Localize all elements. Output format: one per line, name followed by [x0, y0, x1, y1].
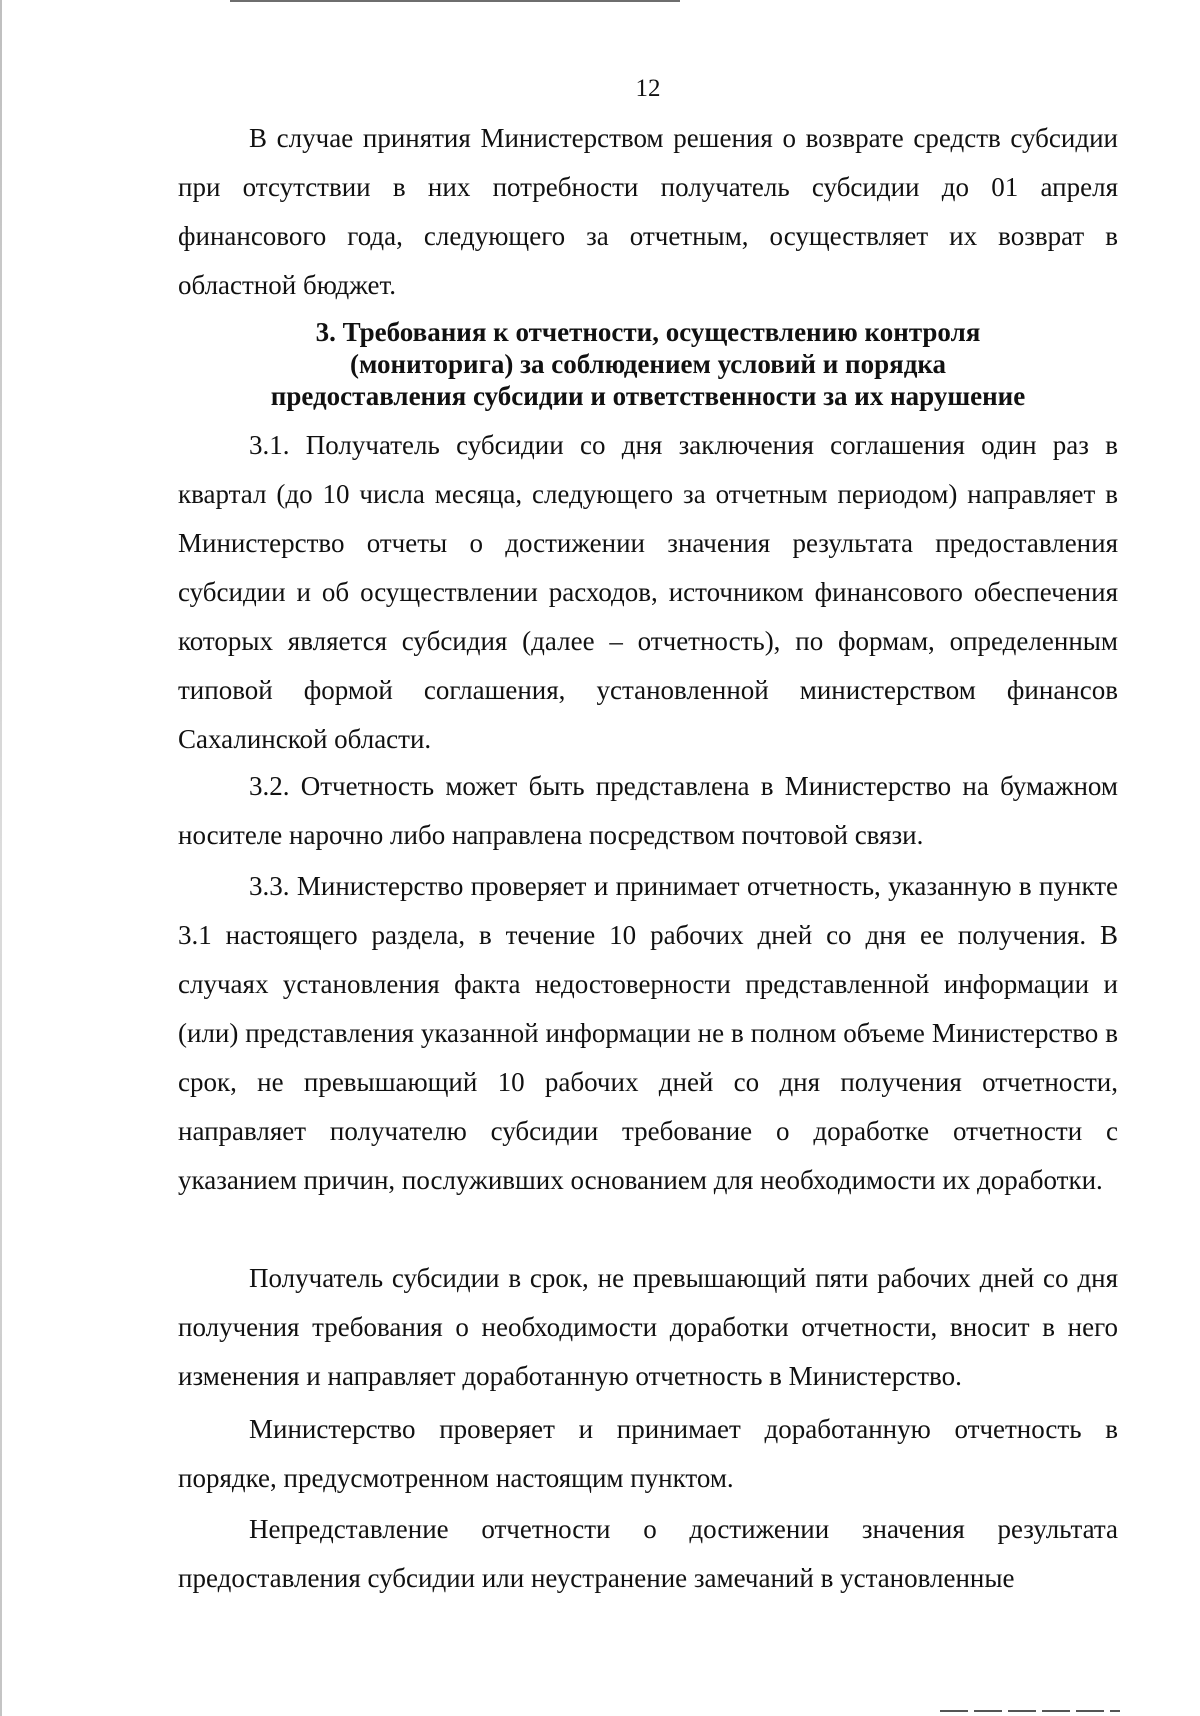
paragraph-3-3: 3.3. Министерство проверяет и принимает отчетность, указанную в пункте 3.1 настоящего раздела, в течение 10 рабочих дней со дня ее получения. В случаях установления факта недостоверности представленной информации и (или) представления указанной информации не в полном объеме Министерство в срок, не превышающий 10 рабочих дней со дня получения отчетности, направляет получателю субсидии требование о доработке отчетности с указанием причин, послуживших основанием для необходимости их доработки. — [178, 871, 1118, 1195]
paragraph-recipient-corrections: Получатель субсидии в срок, не превышающий пяти рабочих дней со дня получения требования о необходимости доработки отчетности, вносит в него изменения и направляет доработанную отчетность в Министерство. — [178, 1263, 1118, 1391]
paragraph-return-of-funds: В случае принятия Министерством решения о возврате средств субсидии при отсутствии в них потребности получатель субсидии до 01 апреля финансового года, следующего за отчетным, осуществляет их возврат в областной бюджет. — [178, 123, 1118, 300]
section-3-heading-line-2: (мониторига) за соблюдением условий и порядка — [349, 349, 947, 379]
page-number: 12 — [635, 75, 661, 102]
scan-artifact-top — [230, 0, 680, 2]
section-3-heading-line-3: предоставления субсидии и ответственности за их нарушение — [270, 381, 1026, 411]
section-3-heading-line-1: 3. Требования к отчетности, осуществлению контроля — [315, 317, 981, 347]
paragraph-ministry-checks: Министерство проверяет и принимает доработанную отчетность в порядке, предусмотренном настоящим пунктом. — [178, 1414, 1118, 1493]
scan-artifact-bottom — [940, 1710, 1120, 1712]
paragraph-3-1: 3.1. Получатель субсидии со дня заключения соглашения один раз в квартал (до 10 числа месяца, следующего за отчетным периодом) направляет в Министерство отчеты о достижении значения результата предоставления субсидии и об осуществлении расходов, источником финансового обеспечения которых является субсидия (далее – отчетность), по формам, определенным типовой формой соглашения, установленной министерством финансов Сахалинской области. — [178, 430, 1118, 754]
paragraph-non-submission: Непредставление отчетности о достижении значения результата предоставления субсидии или неустранение замечаний в установленные — [178, 1514, 1118, 1593]
paragraph-3-2: 3.2. Отчетность может быть представлена в Министерство на бумажном носителе нарочно либо направлена посредством почтовой связи. — [178, 771, 1118, 850]
section-3-heading — [178, 316, 1118, 412]
scan-edge — [0, 0, 2, 1716]
